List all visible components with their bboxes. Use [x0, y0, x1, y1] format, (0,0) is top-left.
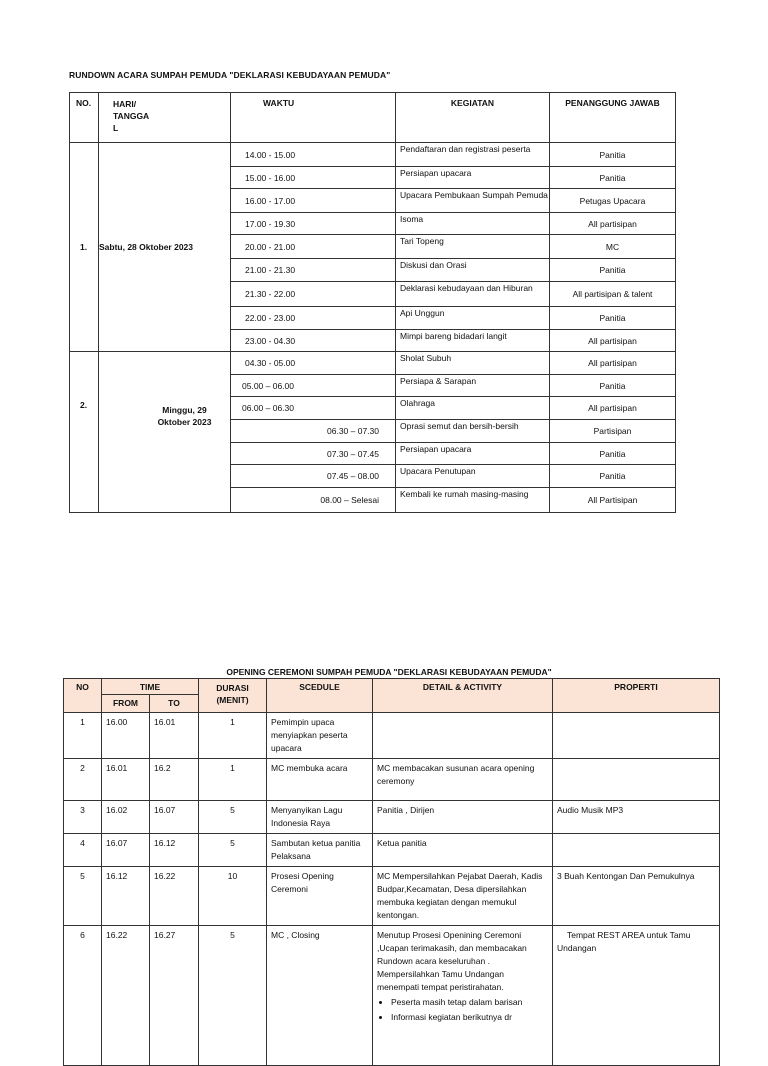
property-cell: [553, 713, 720, 759]
header-hari-line: L: [113, 123, 119, 133]
pj-cell: Panitia: [550, 375, 676, 397]
rundown-header-row: [70, 93, 676, 143]
pj-cell: Panitia: [550, 259, 676, 282]
bullet-item: • Peserta masih tetap dalam barisan: [391, 996, 548, 1009]
activity-cell: Tari Topeng: [396, 235, 550, 259]
activity-cell: Upacara Pembukaan Sumpah Pemuda: [396, 189, 550, 213]
time-cell: 21.30 - 22.00: [231, 282, 396, 307]
time-cell: 07.30 – 07.45: [231, 443, 396, 465]
detail-cell: Panitia , Dirijen: [373, 801, 553, 834]
time-cell: 16.00 - 17.00: [231, 189, 396, 213]
activity-cell: Persiapan upacara: [396, 443, 550, 465]
day-date-line: Minggu, 29: [162, 405, 207, 415]
schedule-cell: Sambutan ketua panitia Pelaksana: [267, 834, 373, 867]
detail-paragraph: Mempersilahkan Tamu Undangan menempati tempat peristirahatan.: [377, 969, 504, 992]
time-cell: 04.30 - 05.00: [231, 352, 396, 375]
pj-cell: Panitia: [550, 307, 676, 330]
activity-cell: Oprasi semut dan bersih-bersih: [396, 420, 550, 443]
duration-cell: 1: [199, 713, 267, 759]
pj-cell: All partisipan: [550, 330, 676, 352]
table-row: [64, 834, 720, 867]
activity-cell: Persiapan upacara: [396, 167, 550, 189]
no-cell: 5: [64, 867, 102, 926]
pj-cell: All partisipan: [550, 397, 676, 420]
from-cell: 16.02: [102, 801, 150, 834]
activity-cell: Mimpi bareng bidadari langit: [396, 330, 550, 352]
schedule-cell: Menyanyikan Lagu Indonesia Raya: [267, 801, 373, 834]
time-cell: 06.00 – 06.30: [231, 397, 396, 420]
header-no: NO.: [70, 93, 99, 143]
day-number: 1.: [70, 143, 99, 352]
day2-rows: [70, 352, 676, 513]
schedule-cell: MC , Closing: [267, 926, 373, 1066]
day-date: Sabtu, 28 Oktober 2023: [99, 143, 231, 352]
pj-cell: Panitia: [550, 465, 676, 488]
to-cell: 16.27: [150, 926, 199, 1066]
pj-cell: MC: [550, 235, 676, 259]
activity-cell: Api Unggun: [396, 307, 550, 330]
pj-cell: Petugas Upacara: [550, 189, 676, 213]
from-cell: 16.01: [102, 759, 150, 801]
schedule-cell: MC membuka acara: [267, 759, 373, 801]
pj-cell: Partisipan: [550, 420, 676, 443]
to-cell: 16.07: [150, 801, 199, 834]
time-cell: 08.00 – Selesai: [231, 488, 396, 513]
time-cell: 05.00 – 06.00: [231, 375, 396, 397]
from-cell: 16.22: [102, 926, 150, 1066]
activity-cell: Upacara Penutupan: [396, 465, 550, 488]
no-cell: 1: [64, 713, 102, 759]
header-penanggung-jawab: PENANGGUNG JAWAB: [550, 93, 676, 143]
detail-cell: [373, 926, 553, 1066]
opening-rows: [64, 713, 720, 1066]
opening-table: [63, 678, 720, 1066]
to-cell: 16.01: [150, 713, 199, 759]
table-row: [64, 926, 720, 1066]
header-detail: DETAIL & ACTIVITY: [373, 679, 553, 713]
activity-cell: Persiapa & Sarapan: [396, 375, 550, 397]
detail-bullets: [377, 996, 548, 1024]
header-hari-line: TANGGA: [113, 111, 150, 121]
header-to: TO: [150, 695, 199, 713]
header-waktu: WAKTU: [231, 93, 396, 143]
time-cell: 15.00 - 16.00: [231, 167, 396, 189]
time-cell: 14.00 - 15.00: [231, 143, 396, 167]
header-kegiatan: KEGIATAN: [396, 93, 550, 143]
from-cell: 16.12: [102, 867, 150, 926]
pj-cell: All partisipan: [550, 352, 676, 375]
property-cell: [553, 834, 720, 867]
pj-cell: Panitia: [550, 167, 676, 189]
property-cell: 3 Buah Kentongan Dan Pemukulnya: [553, 867, 720, 926]
property-cell: Tempat REST AREA untuk Tamu Undangan: [553, 926, 720, 1066]
pj-cell: All partisipan: [550, 213, 676, 235]
duration-cell: 5: [199, 801, 267, 834]
time-cell: 20.00 - 21.00: [231, 235, 396, 259]
no-cell: 4: [64, 834, 102, 867]
to-cell: 16.22: [150, 867, 199, 926]
duration-cell: 5: [199, 926, 267, 1066]
time-cell: 22.00 - 23.00: [231, 307, 396, 330]
table-row: [64, 867, 720, 926]
detail-cell: [373, 713, 553, 759]
header-durasi-line: (MENIT): [216, 695, 249, 705]
header-no: NO: [64, 679, 102, 713]
rundown-table: [69, 92, 676, 513]
duration-cell: 1: [199, 759, 267, 801]
table-row: [70, 143, 676, 167]
activity-cell: Diskusi dan Orasi: [396, 259, 550, 282]
pj-cell: Panitia: [550, 143, 676, 167]
day-date-line: Oktober 2023: [157, 417, 212, 427]
header-hari: [99, 93, 231, 143]
time-cell: 21.00 - 21.30: [231, 259, 396, 282]
no-cell: 6: [64, 926, 102, 1066]
pj-cell: All partisipan & talent: [550, 282, 676, 307]
no-cell: 3: [64, 801, 102, 834]
time-cell: 23.00 - 04.30: [231, 330, 396, 352]
activity-cell: Olahraga: [396, 397, 550, 420]
from-cell: 16.00: [102, 713, 150, 759]
header-scedule: SCEDULE: [267, 679, 373, 713]
duration-cell: 10: [199, 867, 267, 926]
header-hari-line: HARI/: [113, 99, 137, 109]
opening-header-row: [64, 679, 720, 695]
table-row: [64, 713, 720, 759]
detail-paragraph: Menutup Prosesi Openining Ceremoni ,Ucapan terimakasih, dan membacakan Rundown acara keseluruhan .: [377, 930, 527, 966]
detail-cell: Ketua panitia: [373, 834, 553, 867]
header-durasi-line: DURASI: [216, 683, 249, 693]
time-cell: 06.30 – 07.30: [231, 420, 396, 443]
activity-cell: Deklarasi kebudayaan dan Hiburan: [396, 282, 550, 307]
header-from: FROM: [102, 695, 150, 713]
no-cell: 2: [64, 759, 102, 801]
table-row: [70, 352, 676, 375]
activity-cell: Sholat Subuh: [396, 352, 550, 375]
day-date: [99, 352, 231, 513]
activity-cell: Isoma: [396, 213, 550, 235]
to-cell: 16.12: [150, 834, 199, 867]
header-properti: PROPERTI: [553, 679, 720, 713]
from-cell: 16.07: [102, 834, 150, 867]
header-durasi: [199, 679, 267, 713]
table-row: [64, 759, 720, 801]
schedule-cell: Pemimpin upaca menyiapkan peserta upacara: [267, 713, 373, 759]
opening-title: OPENING CEREMONI SUMPAH PEMUDA "DEKLARASI KEBUDAYAAN PEMUDA": [226, 667, 552, 677]
property-cell: Audio Musik MP3: [553, 801, 720, 834]
table-row: [64, 801, 720, 834]
property-cell: [553, 759, 720, 801]
day1-rows: [70, 143, 676, 352]
activity-cell: Kembali ke rumah masing-masing: [396, 488, 550, 513]
schedule-cell: Prosesi Opening Ceremoni: [267, 867, 373, 926]
activity-cell: Pendaftaran dan registrasi peserta: [396, 143, 550, 167]
detail-cell: MC Mempersilahkan Pejabat Daerah, Kadis Budpar,Kecamatan, Desa dipersilahkan membuka kegiatan dengan memukul kentongan.: [373, 867, 553, 926]
duration-cell: 5: [199, 834, 267, 867]
time-cell: 07.45 – 08.00: [231, 465, 396, 488]
to-cell: 16.2: [150, 759, 199, 801]
pj-cell: Panitia: [550, 443, 676, 465]
time-cell: 17.00 - 19.30: [231, 213, 396, 235]
day-number: 2.: [70, 352, 99, 513]
bullet-item: • Informasi kegiatan berikutnya dr: [391, 1011, 548, 1024]
pj-cell: All Partisipan: [550, 488, 676, 513]
rundown-title: RUNDOWN ACARA SUMPAH PEMUDA "DEKLARASI KEBUDAYAAN PEMUDA": [69, 70, 391, 80]
detail-cell: MC membacakan susunan acara opening ceremony: [373, 759, 553, 801]
header-time: TIME: [102, 679, 199, 695]
